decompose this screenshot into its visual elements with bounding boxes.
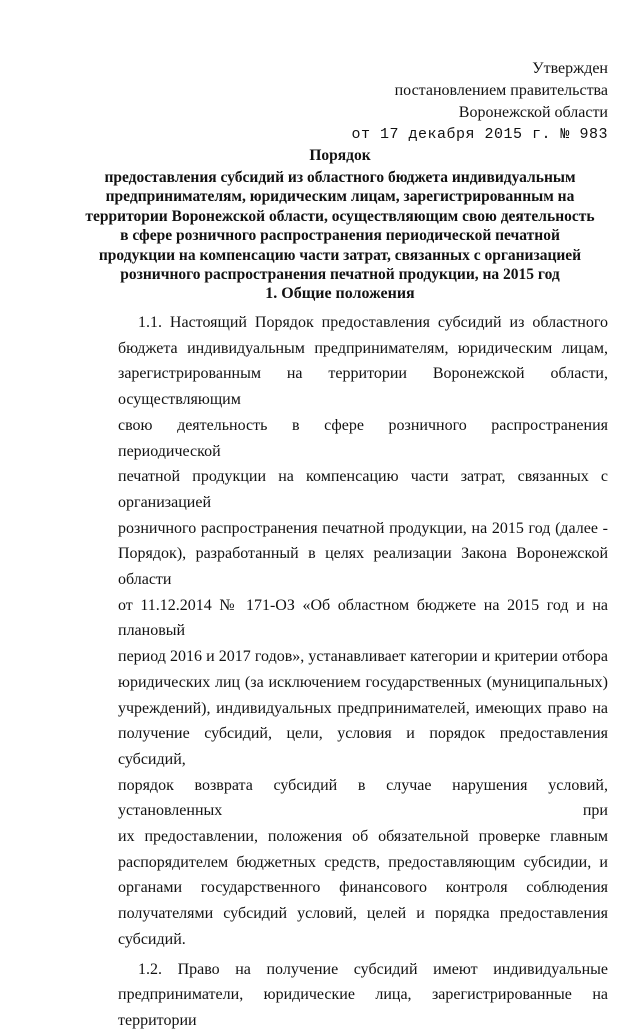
paragraph-line: получение субсидий, цели, условия и порядок предоставления субсидий, xyxy=(118,725,608,768)
title-heading: Порядок xyxy=(309,147,371,164)
paragraph-line: получателями субсидий условий, целей и порядка предоставления субсидий. xyxy=(118,905,608,948)
paragraph-line: период 2016 и 2017 годов», устанавливает категории и критерии отбора xyxy=(118,648,608,666)
approval-date-number-stamp: от 17 декабря 2015 г. № 983 xyxy=(351,126,608,143)
document-title xyxy=(80,146,600,285)
approval-line-approved: Утвержден xyxy=(532,60,608,77)
paragraph-line: распорядителем бюджетных средств, предоставляющим субсидии, и xyxy=(118,853,608,871)
title-subtitle-line: предоставления субсидий из областного бюджета индивидуальным xyxy=(104,168,576,186)
document-body xyxy=(118,310,608,1034)
approval-line-region: Воронежской области xyxy=(458,104,608,121)
paragraph-line: печатной продукции на компенсацию части затрат, связанных с организацией xyxy=(118,468,608,511)
title-subtitle-line: в сфере розничного распространения периодической печатной xyxy=(120,227,560,244)
paragraph-line: розничного распространения печатной продукции, на 2015 год (далее - xyxy=(118,519,608,537)
paragraph-line: 1.1. Настоящий Порядок предоставления субсидий из областного xyxy=(138,314,608,331)
paragraph-line: Порядок), разработанный в целях реализации Закона Воронежской области xyxy=(118,545,608,589)
paragraph-line: от 11.12.2014 № 171-ОЗ «Об областном бюджете на 2015 год и на плановый xyxy=(118,596,608,640)
paragraph-line: юридических лиц (за исключением государственных (муниципальных) xyxy=(118,673,608,691)
paragraph-line: предприниматели, юридические лица, зарегистрированные на территории xyxy=(118,986,608,1029)
approval-line-resolution: постановлением правительства xyxy=(394,82,608,99)
section-heading: 1. Общие положения xyxy=(265,285,415,302)
paragraph-line: порядок возврата субсидий в случае нарушения условий, установленных при xyxy=(118,776,608,820)
title-subtitle-line: предпринимателям, юридическим лицам, зарегистрированным на xyxy=(105,188,575,205)
title-subtitle-line: продукции на компенсацию части затрат, связанных с организацией xyxy=(98,246,582,264)
paragraph-1-2 xyxy=(118,957,608,1034)
paragraph-line: учреждений), индивидуальных предпринимателей, имеющих право на xyxy=(118,699,608,717)
paragraph-1-1 xyxy=(118,310,608,953)
paragraph-line: бюджета индивидуальным предпринимателям, юридическим лицам, xyxy=(118,339,608,357)
paragraph-line: их предоставлении, положения об обязательной проверке главным xyxy=(118,828,608,846)
paragraph-line: органами государственного финансового контроля соблюдения xyxy=(118,879,608,897)
paragraph-line: 1.2. Право на получение субсидий имеют индивидуальные xyxy=(138,960,608,978)
title-subtitle-line: территории Воронежской области, осуществляющим свою деятельность xyxy=(85,207,595,225)
paragraph-line: свою деятельность в сфере розничного распространения периодической xyxy=(118,416,608,460)
paragraph-line: зарегистрированным на территории Воронежской области, осуществляющим xyxy=(118,365,608,409)
title-subtitle-line: розничного распространения печатной продукции, на 2015 год xyxy=(120,266,560,283)
title-subtitle xyxy=(80,168,600,285)
approval-block xyxy=(351,58,608,146)
